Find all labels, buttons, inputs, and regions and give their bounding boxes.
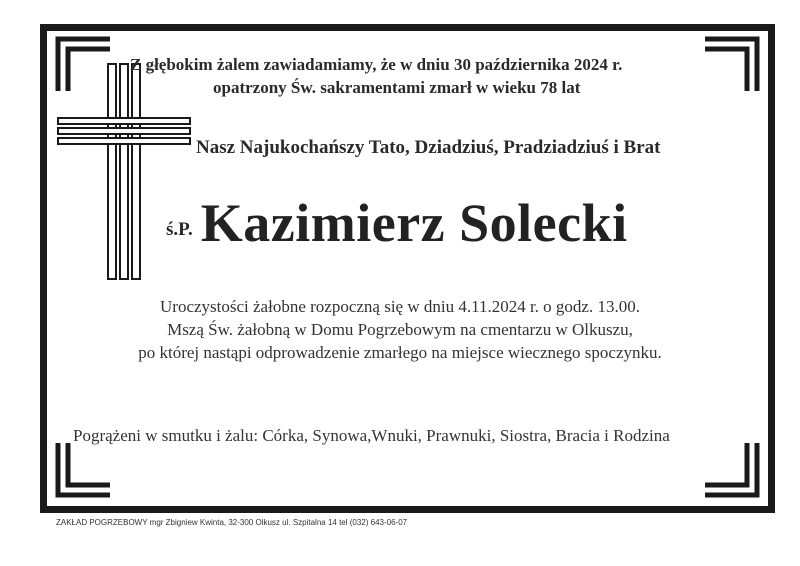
deceased-name: Kazimierz Solecki [200, 193, 628, 253]
mourners-line: Pogrążeni w smutku i żalu: Córka, Synowa,Wnuki, Prawnuki, Siostra, Bracia i Rodzina [73, 426, 670, 445]
deceased-name-row [166, 192, 628, 254]
ceremony-line-1: Uroczystości żałobne rozpoczną się w dniu 4.11.2024 r. o godz. 13.00. [160, 297, 640, 316]
announcement-line-1: Z głębokim żalem zawiadamiamy, że w dniu 30 października 2024 r. [130, 55, 623, 74]
ceremony-line-2: Mszą Św. żałobną w Domu Pogrzebowym na cmentarzu w Olkuszu, [167, 320, 633, 339]
corner-ornament-icon [703, 33, 763, 93]
funeral-home-footer: ZAKŁAD POGRZEBOWY mgr Zbigniew Kwinta, 32-300 Olkusz ul. Szpitalna 14 tel (032) 643-06-07 [56, 518, 408, 527]
ceremony-line-3: po której nastąpi odprowadzenie zmarłego na miejsce wiecznego spoczynku. [138, 343, 662, 362]
corner-ornament-icon [52, 441, 112, 501]
announcement-line-2: opatrzony Św. sakramentami zmarł w wieku 78 lat [213, 78, 581, 97]
corner-ornament-icon [703, 441, 763, 501]
name-prefix: ś.P. [166, 219, 193, 240]
relation-line: Nasz Najukochańszy Tato, Dziadziuś, Pradziadziuś i Brat [196, 137, 661, 158]
